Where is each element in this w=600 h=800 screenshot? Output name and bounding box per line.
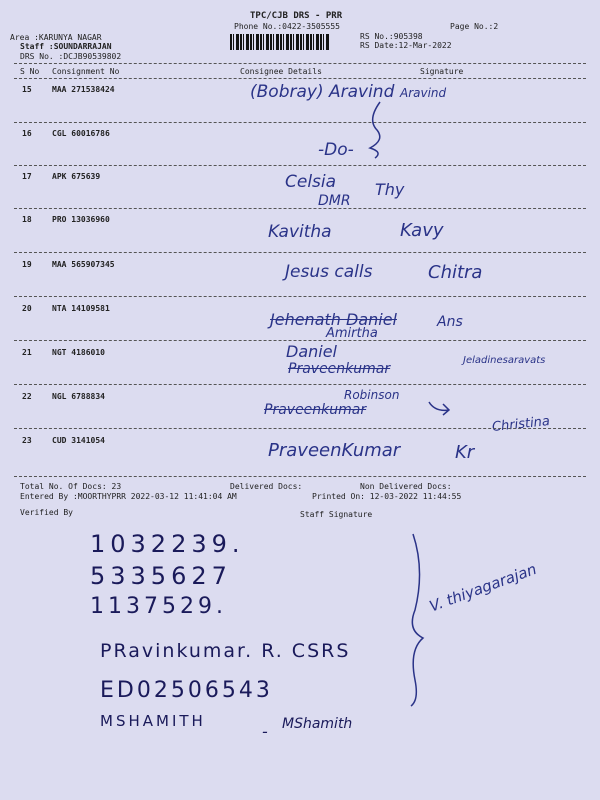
row-consignment: NGT 4186010 [52,348,105,357]
note-line-6: MSHAMITH [100,712,206,730]
note-line-2: 5335627 [90,562,232,590]
signature-handwritten: Christina [491,414,551,435]
row-consignment: PRO 13036960 [52,215,110,224]
staff-label: Staff :SOUNDARRAJAN [20,42,112,51]
consignee-handwritten: (Bobray) Aravind [250,82,395,102]
note-line-4: PRavinkumar. R. CSRS [100,640,351,662]
signature-handwritten: Jeladinesaravats [463,355,546,366]
consignee-handwritten: Jehenath Daniel [270,310,397,329]
col-consignee: Consignee Details [240,67,322,76]
signature-handwritten: Thy [375,180,405,199]
row-sno: 22 [22,392,32,401]
entered-by: Entered By :MOORTHYPRR 2022-03-12 11:41:04 AM [20,492,237,501]
signature-handwritten: Ans [437,314,463,330]
signature-handwritten: Kr [455,442,475,463]
row-sno: 21 [22,348,32,357]
printed-on: Printed On: 12-03-2022 11:44:55 [312,492,462,501]
consignee-handwritten-2: Amirtha [326,326,378,341]
arrow-icon [425,398,453,418]
rs-number: RS No.:905398 [360,32,423,41]
rs-date: RS Date:12-Mar-2022 [360,41,452,50]
consignee-handwritten: Robinson [344,388,400,402]
row-sno: 15 [22,85,32,94]
consignee-handwritten-2: Praveenkumar [264,402,367,418]
row-sno: 23 [22,436,32,445]
row-sno: 17 [22,172,32,181]
col-signature: Signature [420,67,464,76]
consignee-handwritten: -Do- [318,140,354,160]
row-consignment: CUD 3141054 [52,436,105,445]
consignee-handwritten: Jesus calls [285,262,373,282]
consignee-handwritten: Kavitha [268,222,332,242]
note-line-3: 1137529. [90,594,227,619]
note-line-5: ED02506543 [100,678,273,703]
barcode-image [230,34,330,50]
row-sno: 20 [22,304,32,313]
delivered-docs: Delivered Docs: [230,482,303,491]
row-consignment: NGL 6788834 [52,392,105,401]
phone-number: Phone No.:0422-3505555 [234,22,340,31]
consignee-handwritten: PraveenKumar [268,440,401,461]
verified-by-label: Verified By [20,508,73,517]
row-sno: 19 [22,260,32,269]
row-sno: 16 [22,129,32,138]
shamith-signature: MShamith [282,716,353,732]
row-consignment: CGL 60016786 [52,129,110,138]
note-dash: - [262,722,268,741]
row-consignment: MAA 565907345 [52,260,115,269]
page-number: Page No.:2 [450,22,499,31]
ditto-bracket-icon [355,100,395,160]
area-label: Area :KARUNYA NAGAR [10,33,102,42]
total-docs: Total No. Of Docs: 23 [20,482,122,491]
consignee-handwritten: Daniel [286,342,337,361]
row-consignment: APK 675639 [52,172,101,181]
row-consignment: MAA 271538424 [52,85,115,94]
note-line-1: 1032239. [90,530,245,558]
consignee-handwritten-2: DMR [318,193,351,209]
consignee-handwritten-2: Praveenkumar [288,361,391,377]
col-sno: S No [20,67,40,76]
row-sno: 18 [22,215,32,224]
signature-handwritten: Kavy [400,220,444,241]
signature-bracket-icon [395,530,435,710]
document-title: TPC/CJB DRS - PRR [250,11,343,21]
consignee-handwritten: Celsia [285,172,337,192]
staff-signature-label: Staff Signature [300,510,373,519]
staff-signature-handwritten: V. thiyagarajan [426,560,539,616]
col-consignment: Consignment No [52,67,120,76]
non-delivered-docs: Non Delivered Docs: [360,482,452,491]
signature-handwritten: Chitra [428,262,483,283]
row-consignment: NTA 14109581 [52,304,110,313]
signature-handwritten: Aravind [400,86,447,100]
drs-number: DRS No. :DCJB90539802 [20,52,122,61]
